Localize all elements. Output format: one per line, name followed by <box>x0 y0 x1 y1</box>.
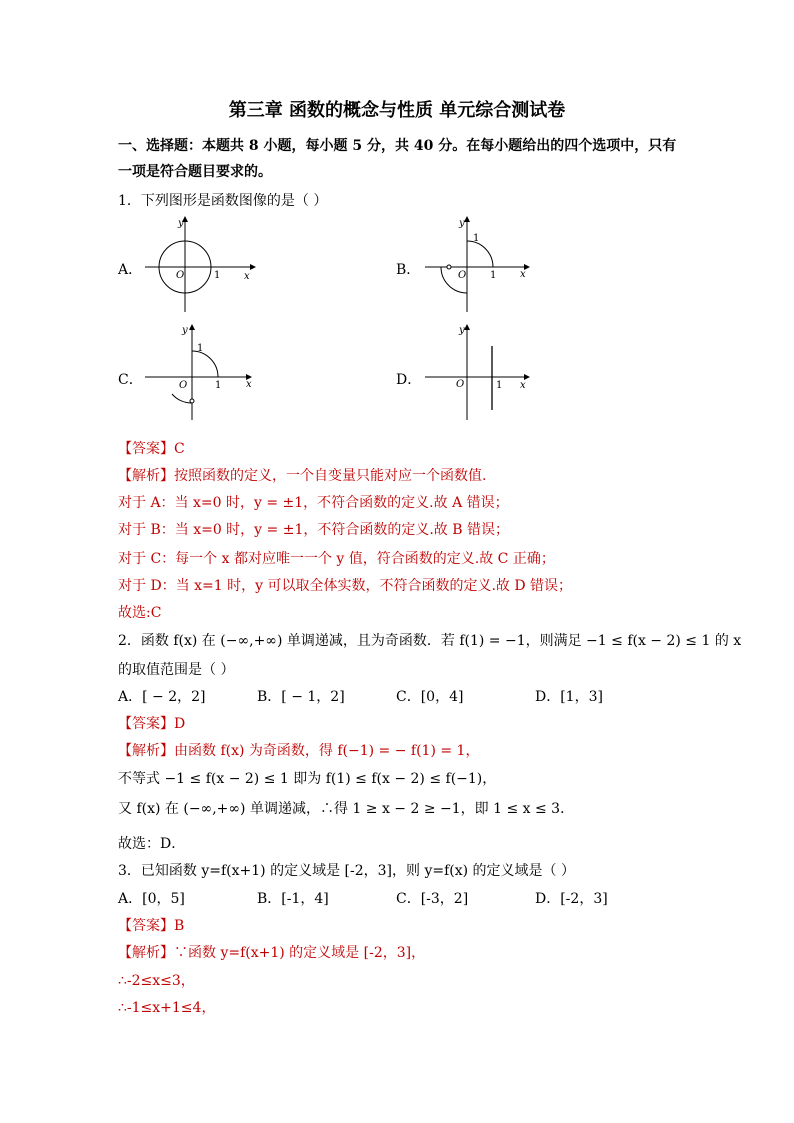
q1-stem: 1．下列图形是函数图像的是（ ） <box>118 193 328 209</box>
answer-value: D <box>174 716 186 732</box>
y-tick-one-label: 1 <box>197 343 204 354</box>
y-tick-one-label: 1 <box>473 233 480 244</box>
q2-analysis-line: 故选：D． <box>118 836 186 852</box>
x-axis-label: x <box>520 269 526 280</box>
x-tick-one-label: 1 <box>496 380 503 391</box>
x-axis-label: x <box>246 379 252 390</box>
answer-tag: 【答案】 <box>118 918 174 934</box>
q2-analysis-line: 不等式 −1 ≤ f(x − 2) ≤ 1 即为 f(1) ≤ f(x − 2) ≤ f(−1)， <box>118 771 497 787</box>
q2-analysis-line: 【解析】由函数 f(x) 为奇函数，得 f(−1) = − f(1) = 1， <box>118 743 480 759</box>
q1-analysis-line: 对于 C：每一个 x 都对应唯一一个 y 值，符合函数的定义.故 C 正确； <box>118 551 555 567</box>
analysis-tag: 【解析】 <box>118 743 174 759</box>
q3-option-d: D．[-2，3] <box>535 891 608 907</box>
q1-analysis-line: 对于 D：当 x=1 时，y 可以取全体实数，不符合函数的定义.故 D 错误； <box>118 578 573 594</box>
answer-value: B <box>174 918 185 934</box>
q3-option-c: C．[-3，2] <box>396 891 469 907</box>
analysis-tag: 【解析】 <box>118 468 174 484</box>
y-axis-label: y <box>178 218 184 229</box>
x-axis-label: x <box>520 380 526 391</box>
section-heading-cont: 一项是符合题目要求的。 <box>118 164 272 180</box>
section-heading: 一、选择题：本题共 8 小题，每小题 5 分，共 40 分。在每小题给出的四个选项中，只有 <box>118 138 677 154</box>
page-title: 第三章 函数的概念与性质 单元综合测试卷 <box>228 100 566 121</box>
origin-label: O <box>458 270 467 281</box>
q3-analysis-line: ∴-1≤x+1≤4， <box>118 1000 216 1016</box>
q1-answer <box>118 438 185 458</box>
q2-option-a: A．[ − 2，2] <box>118 689 206 705</box>
q1-graph-c <box>140 322 260 422</box>
origin-label: O <box>456 379 465 390</box>
q1-option-a-label: A． <box>118 262 143 278</box>
answer-tag: 【答案】 <box>118 441 174 457</box>
answer-tag: 【答案】 <box>118 716 174 732</box>
q1-analysis-line: 对于 A：当 x=0 时，y = ±1，不符合函数的定义.故 A 错误； <box>118 495 509 511</box>
q1-option-c-label: C． <box>118 372 143 388</box>
q3-answer <box>118 915 184 935</box>
q2-stem-cont: 的取值范围是（ ） <box>118 662 235 678</box>
q2-answer <box>118 713 185 733</box>
q1-graph-b <box>420 214 540 314</box>
x-axis-label: x <box>244 271 250 282</box>
q2-option-c: C．[0，4] <box>396 689 464 705</box>
origin-label: O <box>179 380 188 391</box>
x-tick-one-label: 1 <box>490 270 497 281</box>
q3-option-b: B．[-1，4] <box>257 891 329 907</box>
answer-value: C <box>174 441 185 457</box>
q1-option-d-label: D． <box>396 372 422 388</box>
q2-option-b: B．[ − 1，2] <box>257 689 345 705</box>
q1-analysis-line: 【解析】按照函数的定义，一个自变量只能对应一个函数值. <box>118 468 487 484</box>
y-axis-label: y <box>459 325 465 336</box>
x-tick-one-label: 1 <box>215 380 222 391</box>
q2-stem: 2．函数 f(x) 在 (−∞,+∞) 单调递减，且为奇函数．若 f(1) = −1，则满足 −1 ≤ f(x − 2) ≤ 1 的 x <box>118 633 742 649</box>
origin-label: O <box>176 270 185 281</box>
y-axis-label: y <box>182 325 188 336</box>
analysis-tag: 【解析】 <box>118 945 174 961</box>
tick-one-label: 1 <box>214 270 221 281</box>
q3-option-a: A．[0，5] <box>118 891 185 907</box>
q3-analysis-line: 【解析】∵函数 y=f(x+1) 的定义域是 [-2，3]， <box>118 945 426 961</box>
q1-graph-d <box>420 322 540 422</box>
q2-analysis-line: 又 f(x) 在 (−∞,+∞) 单调递减，∴得 1 ≥ x − 2 ≥ −1，即 1 ≤ x ≤ 3． <box>118 801 575 817</box>
y-axis-label: y <box>459 218 465 229</box>
q1-analysis-line: 对于 B：当 x=0 时，y = ±1，不符合函数的定义.故 B 错误； <box>118 522 509 538</box>
q1-option-b-label: B． <box>396 262 421 278</box>
q3-analysis-line: ∴-2≤x≤3， <box>118 973 195 989</box>
q1-analysis-line: 故选:C <box>118 605 162 621</box>
q1-graph-a <box>140 214 260 314</box>
q3-stem: 3．已知函数 y=f(x+1) 的定义域是 [-2，3]，则 y=f(x) 的定义域是（ ） <box>118 863 575 879</box>
q2-option-d: D．[1，3] <box>535 689 603 705</box>
